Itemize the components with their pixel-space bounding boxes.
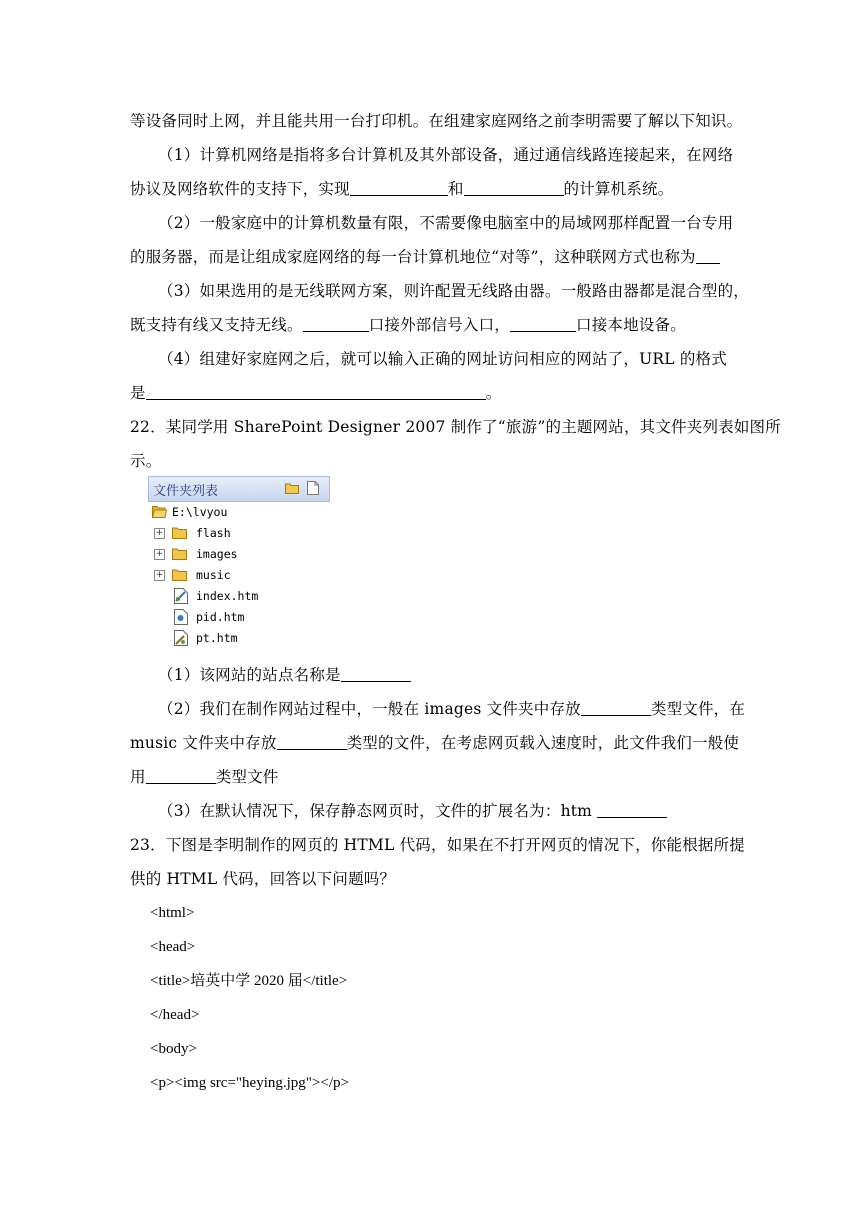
text: （3）在默认情况下，保存静态网页时，文件的扩展名为：htm xyxy=(158,802,598,820)
answer-blank xyxy=(350,180,448,196)
folder-icon xyxy=(172,568,187,582)
folder-open-icon xyxy=(152,505,167,519)
q22-sub2-line2 xyxy=(130,732,739,754)
answer-blank xyxy=(510,316,576,332)
answer-blank xyxy=(146,768,216,784)
text: （2）我们在制作网站过程中，一般在 images 文件夹中存放 xyxy=(158,700,581,718)
code-line: </head> xyxy=(150,1007,200,1023)
folder-icon xyxy=(172,526,187,540)
q22-sub2-line1 xyxy=(158,698,745,720)
file-label: pid.htm xyxy=(196,610,245,624)
root-folder-label: E:\lvyou xyxy=(172,505,228,519)
answer-blank xyxy=(464,180,564,196)
text: 类型文件，在 xyxy=(650,700,746,718)
code-line: <html> xyxy=(150,905,195,921)
q23-stem-line1: 23．下图是李明制作的网页的 HTML 代码，如果在不打开网页的情况下，你能根据所提 xyxy=(130,836,745,854)
answer-blank xyxy=(303,316,369,332)
text: 的计算机系统。 xyxy=(563,180,674,198)
web-page-icon xyxy=(174,609,188,625)
answer-blank xyxy=(146,384,486,400)
q22-stem-line1: 22．某同学用 SharePoint Designer 2007 制作了“旅游”的主题网站，其文件夹列表如图所 xyxy=(130,418,781,436)
q22-sub2-line3 xyxy=(130,766,279,788)
text: 是 xyxy=(130,384,146,402)
new-page-icon[interactable] xyxy=(307,481,319,495)
q22-stem-line2: 示。 xyxy=(130,452,162,470)
answer-blank xyxy=(277,734,347,750)
text: 既支持有线又支持无线。 xyxy=(130,316,303,334)
code-line: <head> xyxy=(150,939,196,955)
file-label: index.htm xyxy=(196,589,259,603)
answer-blank xyxy=(581,700,651,716)
text: 用 xyxy=(130,768,146,786)
file-label: pt.htm xyxy=(196,631,238,645)
code-line: <body> xyxy=(150,1041,197,1057)
text: 口接本地设备。 xyxy=(576,316,686,334)
expand-plus-icon[interactable]: + xyxy=(155,528,164,538)
answer-blank xyxy=(696,248,720,264)
folder-list-title: 文件夹列表 xyxy=(153,484,219,499)
text: 和 xyxy=(447,180,464,198)
folder-list-panel xyxy=(148,476,330,652)
folder-icon xyxy=(172,547,187,561)
folder-list-header xyxy=(148,476,330,502)
home-page-icon xyxy=(174,588,188,604)
web-page-edit-icon xyxy=(174,630,188,646)
folder-label: flash xyxy=(196,526,231,540)
folder-label: music xyxy=(196,568,231,582)
text: 协议及网络软件的支持下，实现 xyxy=(130,180,350,198)
text: （1）该网站的站点名称是 xyxy=(158,666,341,684)
folder-label: images xyxy=(196,547,238,561)
q22-sub1 xyxy=(158,664,411,686)
code-line: <title>培英中学 2020 届</title> xyxy=(150,973,348,989)
q21-part3-line2 xyxy=(130,314,686,336)
q21-part2-line1: （2）一般家庭中的计算机数量有限，不需要像电脑室中的局域网那样配置一台专用 xyxy=(158,214,734,232)
expand-plus-icon[interactable]: + xyxy=(155,549,164,559)
q21-part1-line2 xyxy=(130,178,673,200)
q21-part3-line1: （3）如果选用的是无线联网方案，则许配置无线路由器。一般路由器都是混合型的， xyxy=(158,282,749,300)
q23-stem-line2: 供的 HTML 代码，回答以下问题吗？ xyxy=(130,870,396,888)
text: 类型文件 xyxy=(215,768,279,786)
q21-part1-line1: （1）计算机网络是指将多台计算机及其外部设备，通过通信线路连接起来，在网络 xyxy=(158,146,734,164)
q22-sub3 xyxy=(158,800,667,822)
answer-blank xyxy=(341,666,411,682)
q21-part2-line2 xyxy=(130,246,720,268)
text: 口接外部信号入口， xyxy=(368,316,511,334)
text: 。 xyxy=(485,384,502,402)
text: 类型的文件，在考虑网页载入速度时，此文件我们一般使 xyxy=(346,734,740,752)
new-folder-icon[interactable] xyxy=(285,482,299,494)
q21-part4-line1: （4）组建好家庭网之后，就可以输入正确的网址访问相应的网站了，URL 的格式 xyxy=(158,350,727,368)
text: 的服务器，而是让组成家庭网络的每一台计算机地位“对等”，这种联网方式也称为 xyxy=(130,248,696,266)
intro-line: 等设备同时上网，并且能共用一台打印机。在组建家庭网络之前李明需要了解以下知识。 xyxy=(130,112,743,130)
text: music 文件夹中存放 xyxy=(130,734,277,752)
code-line: <p><img src="heying.jpg"></p> xyxy=(150,1075,349,1091)
q21-part4-line2 xyxy=(130,382,501,404)
expand-plus-icon[interactable]: + xyxy=(155,570,164,580)
answer-blank xyxy=(597,802,667,818)
